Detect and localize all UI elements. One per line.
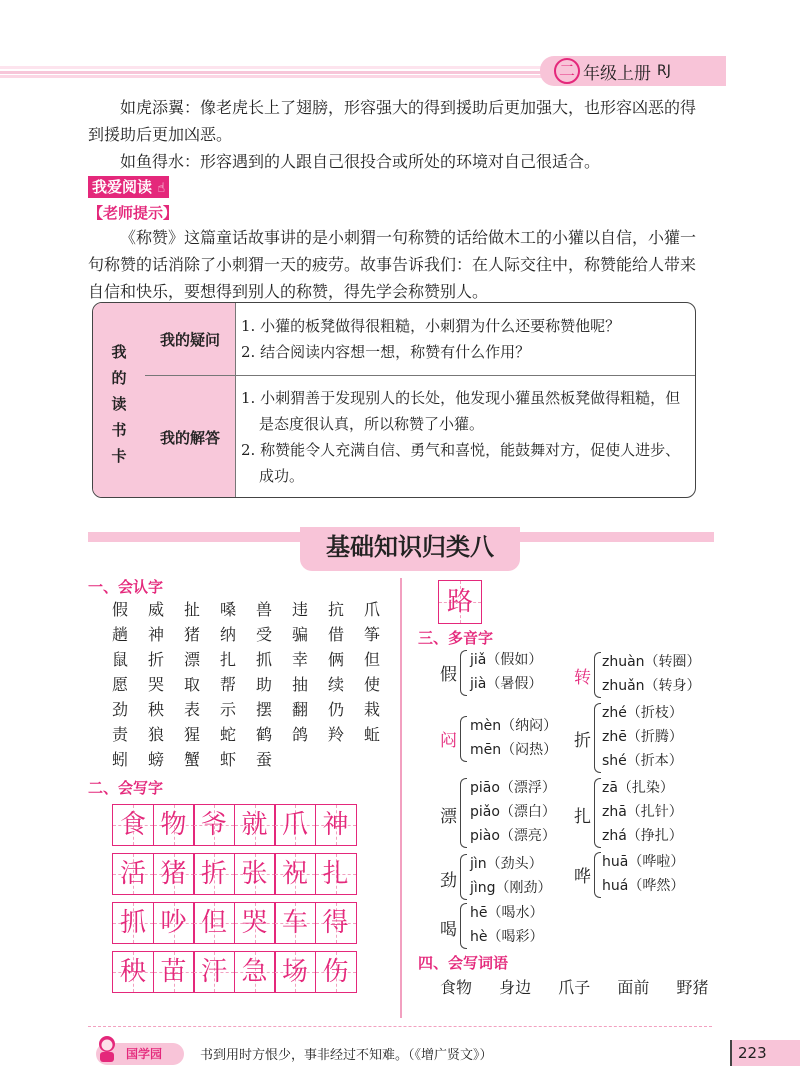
brace	[594, 652, 601, 698]
recognize-char: 蚯	[364, 725, 381, 744]
brace	[594, 778, 601, 848]
recognize-char: 俩	[328, 650, 345, 669]
recognize-char: 蛇	[220, 725, 237, 744]
polyphone-readings	[602, 776, 683, 848]
recognize-char: 但	[364, 650, 381, 669]
idiom-2: 如鱼得水：形容遇到的人跟自己很投合或所处的环境对自己很适合。	[120, 152, 601, 171]
write-cell	[112, 804, 154, 846]
card-title-char: 书	[111, 421, 127, 439]
write-row	[112, 853, 355, 895]
write-char: 吵	[160, 908, 187, 938]
recognize-char: 示	[220, 700, 237, 719]
write-char: 但	[200, 908, 227, 938]
tip-text: 《称赞》这篇童话故事讲的是小刺猬一句称赞的话给做木工的小獾以自信，小獾一句称赞的话消除了小刺猬一天的疲劳。故事告诉我们：在人际交往中，称赞能给人带来自信和快乐，要想得到别人的称赞，得先学会称赞别人。	[88, 228, 697, 301]
word: 野猪	[676, 978, 709, 997]
recognize-char: 扯	[184, 600, 201, 619]
polyphone-readings	[470, 648, 542, 696]
footer-badge: 国学园	[96, 1043, 184, 1065]
write-char: 哭	[241, 908, 268, 938]
grade-text: 年级上册	[583, 63, 651, 84]
reading: piǎo（漂白）	[470, 804, 556, 820]
brace	[460, 716, 467, 762]
polyphone-char: 哗	[574, 867, 591, 887]
polyphone-readings	[470, 776, 556, 848]
page-number: 223	[730, 1040, 800, 1066]
card-title-column	[93, 303, 146, 497]
write-cell	[153, 902, 195, 944]
write-cell	[274, 853, 316, 895]
tip-label: 【老师提示】	[88, 204, 179, 222]
card-title-char: 的	[111, 369, 127, 387]
recognize-char: 假	[112, 600, 129, 619]
reading: jìng（刚劲）	[470, 880, 552, 896]
recognize-char: 兽	[256, 600, 273, 619]
write-cell	[193, 853, 235, 895]
card-title-char: 读	[111, 395, 127, 413]
polyphone-title: 三、多音字	[418, 629, 494, 647]
recognize-char: 愿	[112, 675, 129, 694]
recognize-char: 栽	[364, 700, 381, 719]
reading-label	[88, 176, 169, 198]
write-char: 爷	[200, 810, 227, 840]
write-cell	[315, 902, 357, 944]
write-cell	[153, 853, 195, 895]
reading: zhē（折腾）	[602, 729, 683, 745]
reading: hē（喝水）	[470, 905, 544, 921]
polyphone-readings	[470, 852, 552, 900]
reading: zhā（扎针）	[602, 804, 683, 820]
write-char: 活	[119, 859, 146, 889]
polyphone-readings	[470, 714, 557, 762]
write-char: 场	[281, 957, 308, 987]
recognize-char: 猩	[184, 725, 201, 744]
recognize-char: 折	[148, 650, 165, 669]
recognize-char: 续	[328, 675, 345, 694]
hand-icon: ☝	[157, 181, 166, 196]
write-cell	[315, 951, 357, 993]
write-char: 张	[241, 859, 268, 889]
recognize-char: 鸽	[292, 725, 309, 744]
write-char: 神	[322, 810, 349, 840]
write-char: 苗	[160, 957, 187, 987]
reading: mèn（纳闷）	[470, 718, 558, 734]
write-char: 伤	[322, 957, 349, 987]
recognize-char: 摆	[256, 700, 273, 719]
question-item: 1. 小獾的板凳做得很粗糙，小刺猬为什么还要称赞他呢？	[241, 317, 621, 335]
recognize-char: 受	[256, 625, 273, 644]
write-cell	[153, 951, 195, 993]
words-list	[440, 975, 730, 998]
edition-label: RJ	[657, 63, 671, 79]
recognize-char: 趟	[112, 625, 129, 644]
write-cell	[112, 951, 154, 993]
questions	[241, 313, 689, 365]
grade-tab	[540, 56, 726, 86]
write-row	[112, 804, 355, 846]
write-char: 猪	[160, 859, 187, 889]
recognize-char: 翻	[292, 700, 309, 719]
write-char: 就	[241, 810, 268, 840]
answer-label: 我的解答	[145, 376, 236, 498]
reading: zhé（折枝）	[602, 705, 683, 721]
extra-write-cell	[438, 580, 482, 624]
write-cell	[234, 951, 276, 993]
write-char: 扎	[322, 859, 349, 889]
reading-label-text: 我爱阅读	[92, 178, 153, 196]
write-char: 得	[322, 908, 349, 938]
polyphone-readings	[602, 850, 684, 898]
recognize-char: 骗	[292, 625, 309, 644]
recognize-char: 违	[292, 600, 309, 619]
student-icon	[94, 1034, 120, 1064]
write-cell	[112, 902, 154, 944]
reading: jiǎ（假如）	[470, 652, 543, 668]
recognize-char: 责	[112, 725, 129, 744]
write-char: 抓	[119, 908, 146, 938]
write-row	[112, 951, 355, 993]
write-cell	[193, 804, 235, 846]
polyphone-char: 假	[440, 665, 457, 685]
write-cell	[274, 951, 316, 993]
reading: hè（喝彩）	[470, 929, 544, 945]
recognize-char: 哭	[148, 675, 165, 694]
write-cell	[274, 804, 316, 846]
write-char: 物	[160, 810, 187, 840]
polyphone-char: 喝	[440, 920, 457, 940]
reading: zhá（挣扎）	[602, 828, 683, 844]
recognize-char: 抗	[328, 600, 345, 619]
footer-divider	[88, 1026, 712, 1027]
write-cell	[234, 902, 276, 944]
recognize-char: 抽	[292, 675, 309, 694]
question-label: 我的疑问	[145, 303, 236, 375]
write-cell	[274, 902, 316, 944]
recognize-char: 表	[184, 700, 201, 719]
word: 面前	[617, 978, 650, 997]
recognize-char: 秧	[148, 700, 165, 719]
polyphone-char: 劲	[440, 871, 457, 891]
recognize-char: 漂	[184, 650, 201, 669]
write-char: 祝	[281, 859, 308, 889]
reading: piào（漂亮）	[470, 828, 556, 844]
reading: huá（哗然）	[602, 878, 685, 894]
polyphone-readings	[602, 650, 701, 698]
footer-quote: 书到用时方恨少，事非经过不知难。（《增广贤文》）	[200, 1048, 493, 1063]
brace	[460, 778, 467, 848]
write-char: 汗	[200, 957, 227, 987]
answer-item: 2. 称赞能令人充满自信、勇气和喜悦，能鼓舞对方，促使人进步、成功。	[241, 441, 681, 485]
reading: jìn（劲头）	[470, 856, 543, 872]
write-cell	[153, 804, 195, 846]
recognize-char: 助	[256, 675, 273, 694]
recognize-char: 使	[364, 675, 381, 694]
recognize-char: 劲	[112, 700, 129, 719]
write-char: 食	[119, 810, 146, 840]
recognize-char: 幸	[292, 650, 309, 669]
brace	[460, 854, 467, 900]
write-cell	[193, 902, 235, 944]
recognize-char: 鼠	[112, 650, 129, 669]
recognize-char: 借	[328, 625, 345, 644]
polyphone-readings	[602, 701, 683, 773]
card-title-char: 我	[111, 343, 127, 361]
recognize-char: 虾	[220, 750, 237, 769]
reading: shé（折本）	[602, 753, 683, 769]
reading: zhuàn（转圈）	[602, 654, 701, 670]
write-row	[112, 902, 355, 944]
write-cell	[193, 951, 235, 993]
answers	[241, 385, 689, 489]
brace	[594, 852, 601, 898]
polyphone-char: 闷	[440, 731, 457, 751]
write-cell	[112, 853, 154, 895]
write-cell	[315, 853, 357, 895]
recognize-char: 仍	[328, 700, 345, 719]
recognize-char: 鹤	[256, 725, 273, 744]
section-title: 基础知识归类八	[300, 527, 520, 571]
question-item: 2. 结合阅读内容想一想，称赞有什么作用？	[241, 343, 531, 361]
reading: mēn（闷热）	[470, 742, 558, 758]
write-cell	[234, 853, 276, 895]
recognize-char: 蟹	[184, 750, 201, 769]
write-cell	[234, 804, 276, 846]
reading: jià（暑假）	[470, 676, 543, 692]
reading: piāo（漂浮）	[470, 780, 556, 796]
brace	[460, 650, 467, 696]
reading: huā（哗啦）	[602, 854, 685, 870]
word: 爪子	[558, 978, 591, 997]
polyphone-char: 转	[574, 668, 591, 688]
write-char: 爪	[281, 810, 308, 840]
reading: zā（扎染）	[602, 780, 674, 796]
grade-char: 二	[554, 58, 580, 84]
write-char: 折	[200, 859, 227, 889]
recognize-title: 一、会认字	[88, 578, 164, 596]
recognize-char: 嗓	[220, 600, 237, 619]
reading-card	[92, 302, 696, 498]
recognize-char: 帮	[220, 675, 237, 694]
recognize-char: 爪	[364, 600, 381, 619]
polyphone-char: 扎	[574, 807, 591, 827]
recognize-char: 蚓	[112, 750, 129, 769]
answer-item: 1. 小刺猬善于发现别人的长处，他发现小獾虽然板凳做得粗糙，但是态度很认真，所以称赞了小獾。	[241, 389, 681, 433]
recognize-char: 狼	[148, 725, 165, 744]
recognize-char: 筝	[364, 625, 381, 644]
extra-write-char: 路	[446, 587, 473, 617]
write-char: 急	[241, 957, 268, 987]
reading: zhuǎn（转身）	[602, 678, 701, 694]
header-stripes	[0, 66, 560, 78]
recognize-char: 神	[148, 625, 165, 644]
write-title: 二、会写字	[88, 779, 164, 797]
recognize-chars	[112, 597, 412, 772]
recognize-char: 螃	[148, 750, 165, 769]
recognize-char: 威	[148, 600, 165, 619]
card-title-char: 卡	[111, 447, 127, 465]
idiom-1: 如虎添翼：像老虎长上了翅膀，形容强大的得到援助后更加强大，也形容凶恶的得到援助后更加凶恶。	[88, 98, 697, 144]
polyphone-char: 漂	[440, 807, 457, 827]
word: 食物	[440, 978, 473, 997]
recognize-char: 扎	[220, 650, 237, 669]
words-title: 四、会写词语	[418, 954, 509, 972]
recognize-char: 取	[184, 675, 201, 694]
polyphone-readings	[470, 901, 544, 949]
recognize-char: 纳	[220, 625, 237, 644]
word: 身边	[499, 978, 532, 997]
write-char: 车	[281, 908, 308, 938]
recognize-char: 蚕	[256, 750, 273, 769]
polyphone-char: 折	[574, 731, 591, 751]
recognize-char: 抓	[256, 650, 273, 669]
recognize-char: 羚	[328, 725, 345, 744]
recognize-char: 猪	[184, 625, 201, 644]
brace	[460, 903, 467, 949]
write-cell	[315, 804, 357, 846]
brace	[594, 703, 601, 773]
write-char: 秧	[119, 957, 146, 987]
